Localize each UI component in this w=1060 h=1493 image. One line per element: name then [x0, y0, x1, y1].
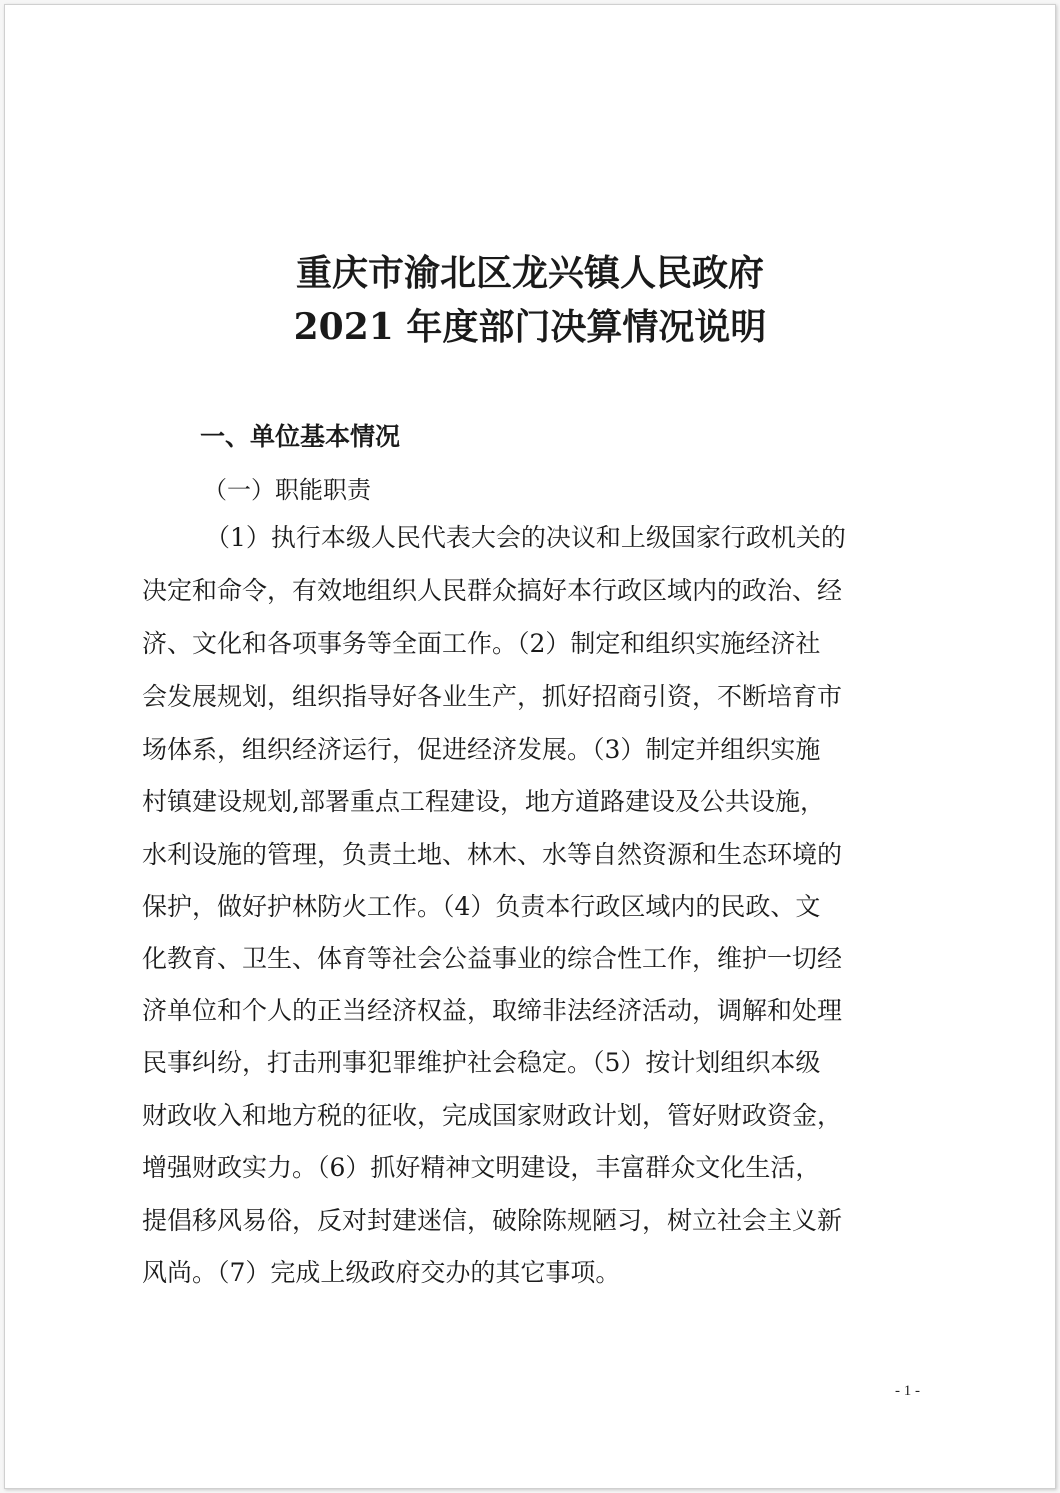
body-line: 化教育、卫生、体育等社会公益事业的综合性工作，维护一切经	[142, 944, 843, 973]
body-line: 民事纠纷，打击刑事犯罪维护社会稳定。（5）按计划组织本级	[142, 1048, 821, 1077]
body-line: 村镇建设规划,部署重点工程建设，地方道路建设及公共设施，	[142, 787, 825, 816]
document-title-line-2: 2021 年度部门决算情况说明	[293, 306, 767, 348]
body-line: 水利设施的管理，负责土地、林木、水等自然资源和生态环境的	[142, 840, 843, 869]
body-line: 会发展规划，组织指导好各业生产，抓好招商引资，不断培育市	[142, 682, 843, 711]
body-line: 决定和命令，有效地组织人民群众搞好本行政区域内的政治、经	[142, 576, 843, 605]
body-line: 保护，做好护林防火工作。（4）负责本行政区域内的民政、文	[142, 892, 821, 921]
page-number: - 1 -	[895, 1383, 920, 1399]
body-line: 场体系，组织经济运行，促进经济发展。（3）制定并组织实施	[142, 735, 821, 764]
body-line: 增强财政实力。（6）抓好精神文明建设，丰富群众文化生活，	[142, 1153, 821, 1182]
body-line: 财政收入和地方税的征收，完成国家财政计划，管好财政资金，	[142, 1101, 843, 1130]
body-line: 提倡移风易俗，反对封建迷信，破除陈规陋习，树立社会主义新	[142, 1206, 843, 1235]
body-line: （1）执行本级人民代表大会的决议和上级国家行政机关的	[205, 523, 846, 552]
body-line: 济单位和个人的正当经济权益，取缔非法经济活动，调解和处理	[142, 996, 843, 1025]
body-line: 济、文化和各项事务等全面工作。（2）制定和组织实施经济社	[142, 629, 821, 658]
document-title-line-1: 重庆市渝北区龙兴镇人民政府	[295, 252, 764, 294]
body-line: 风尚。（7）完成上级政府交办的其它事项。	[142, 1258, 621, 1287]
section-heading: 一、单位基本情况	[200, 422, 401, 451]
sub-heading: （一）职能职责	[203, 476, 371, 504]
